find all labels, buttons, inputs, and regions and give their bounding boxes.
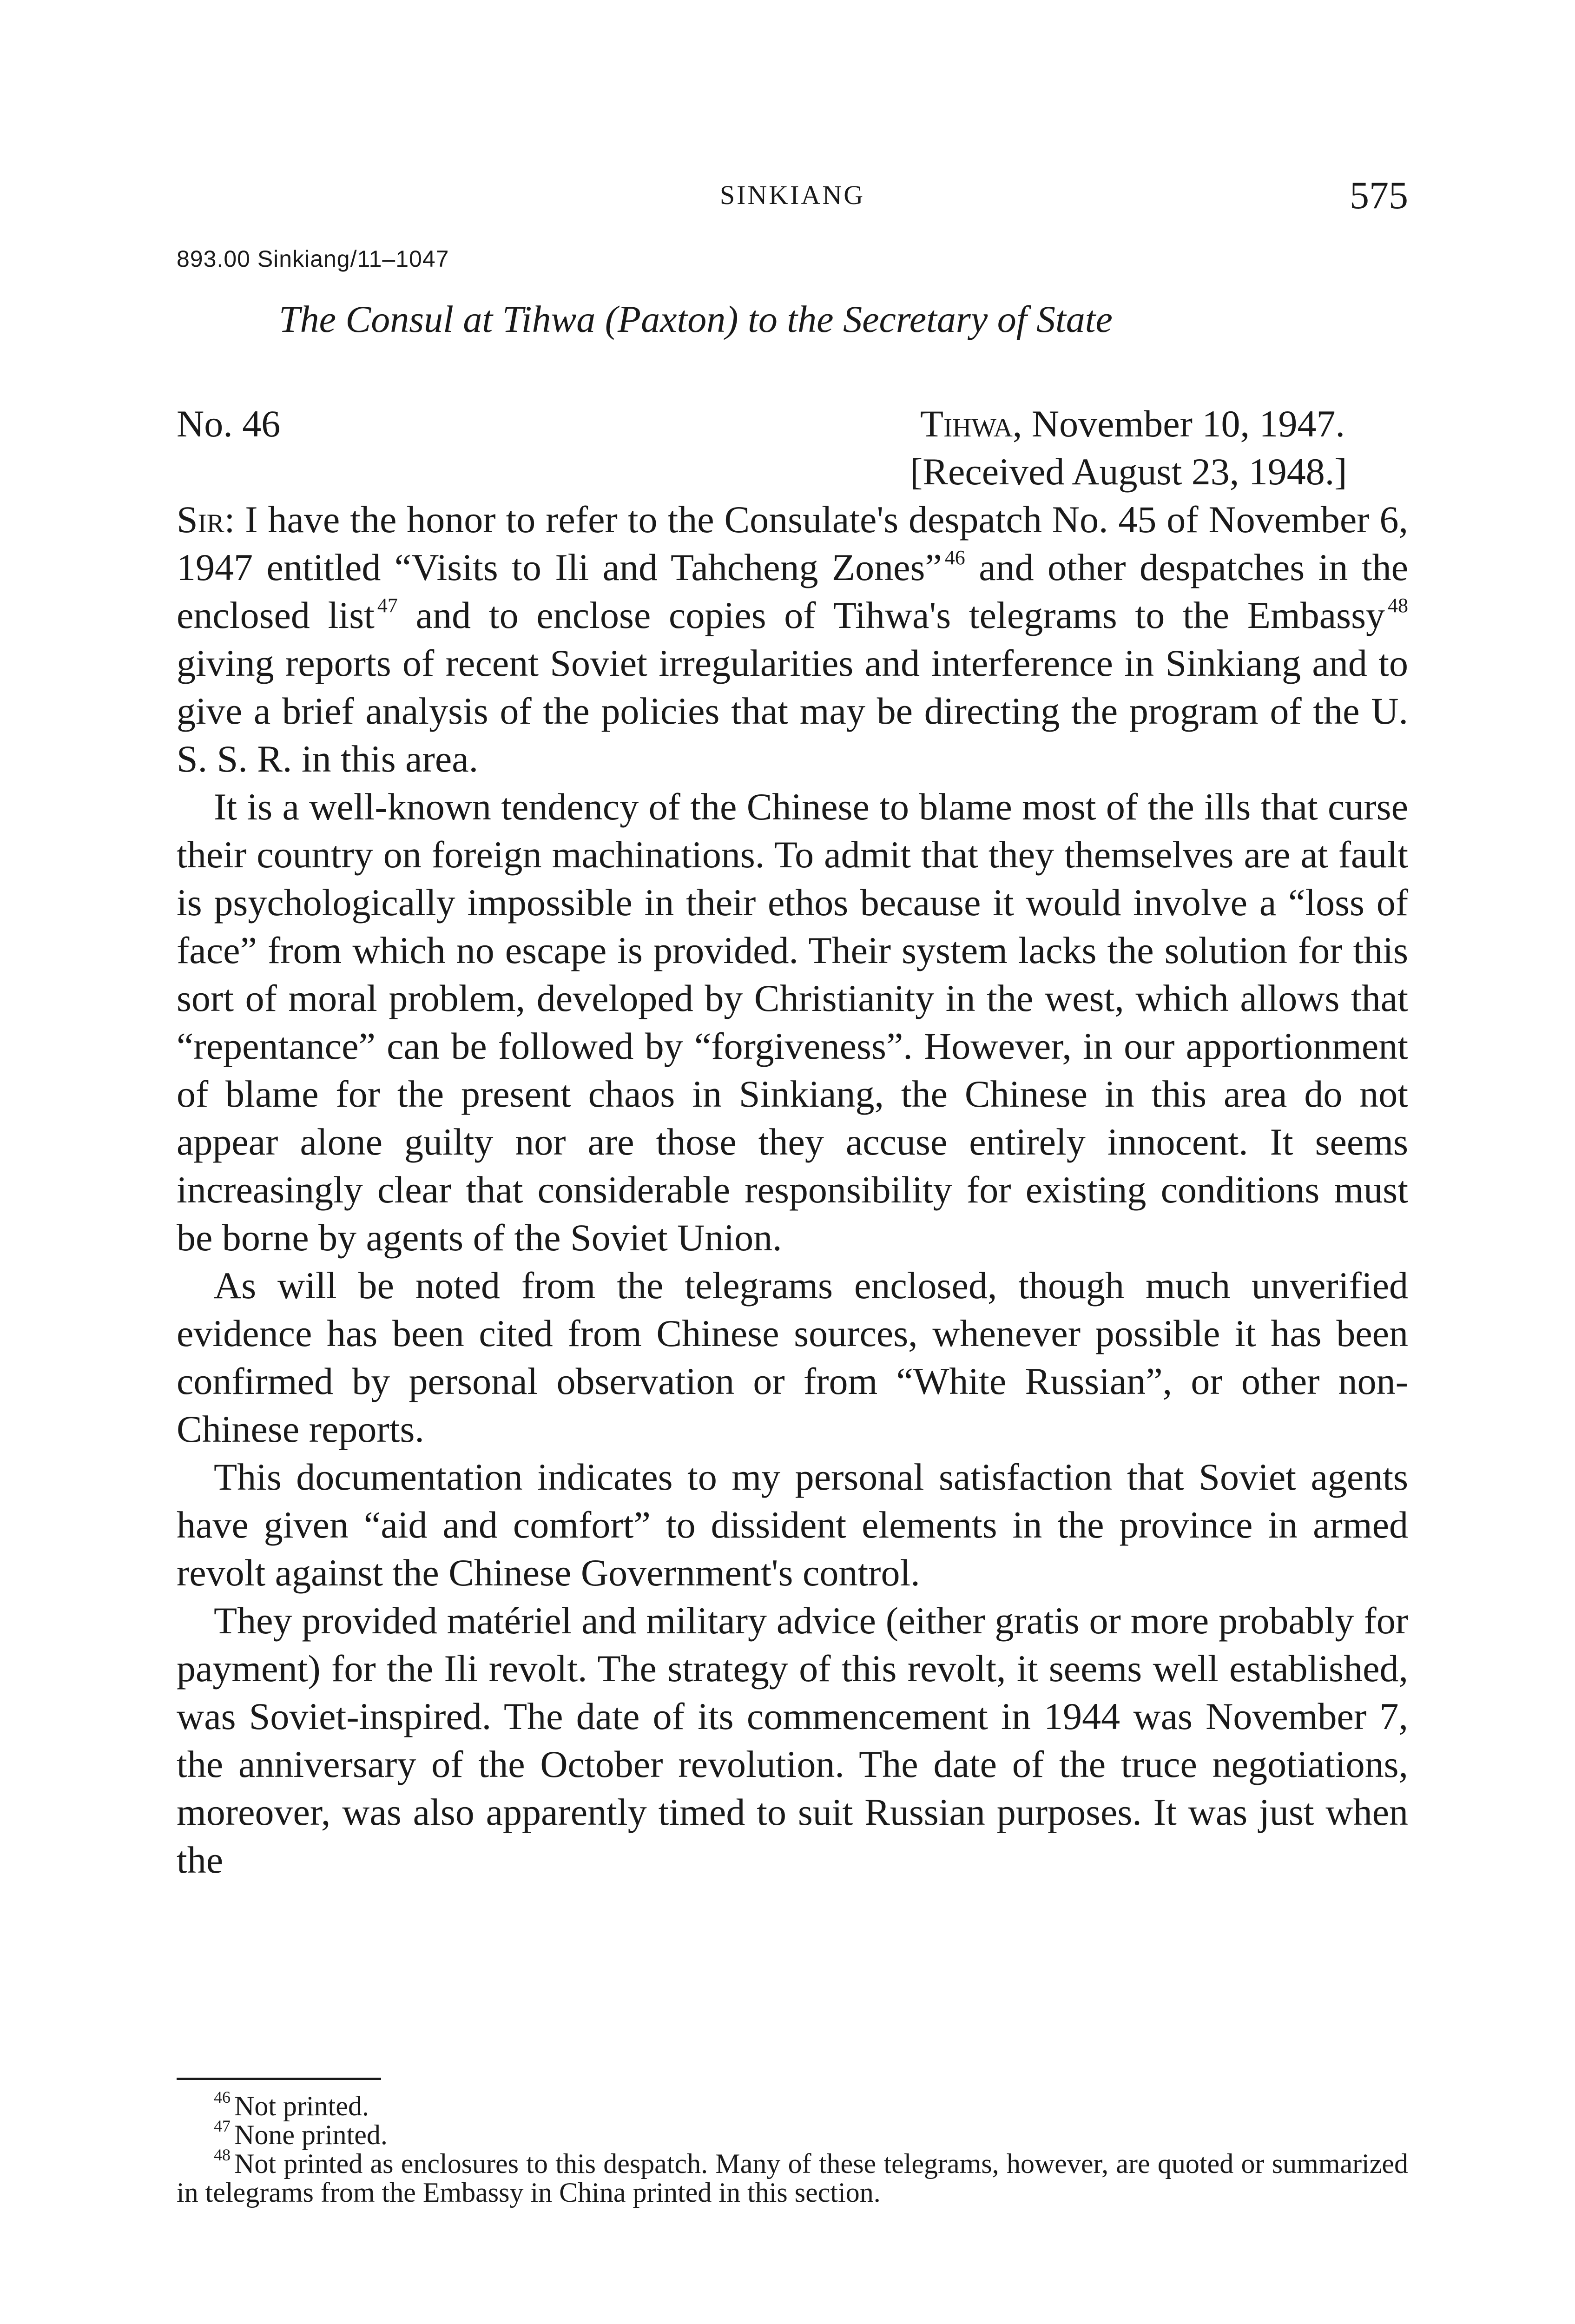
page-number: 575: [1350, 174, 1408, 217]
footnote-divider: [177, 2078, 381, 2080]
salutation: Sir: [177, 498, 224, 541]
footnote-ref-47: 47: [377, 594, 398, 617]
footnote-text: Not printed as enclosures to this despatch. Many of these telegrams, however, are quoted or summarized in telegrams from the Embassy in China printed in this section.: [177, 2148, 1408, 2208]
footnote-mark: 46: [214, 2088, 231, 2106]
footnote-ref-48: 48: [1388, 594, 1408, 617]
paragraph-2: It is a well-known tendency of the Chinese to blame most of the ills that curse their country on foreign machinations. To admit that they themselves are at fault is psychologically impossible in their ethos because it would involve a “loss of face” from which no escape is provided. Their system lacks the solution for this sort of moral problem, developed by Christianity in the west, which allows that “repentance” can be followed by “forgiveness”. However, in our apportionment of blame for the present chaos in Sinkiang, the Chinese in this area do not appear alone guilty nor are those they accuse entirely innocent. It seems increasingly clear that considerable responsibility for existing conditions must be borne by agents of the Soviet Union.: [177, 786, 1408, 1259]
footnote-mark: 48: [214, 2146, 231, 2164]
received-date: [Received August 23, 1948.]: [910, 450, 1347, 493]
footnote-47: [177, 2117, 1408, 2150]
despatch-meta: [177, 400, 1408, 448]
dateline-date: , November 10, 1947.: [1012, 403, 1345, 445]
footnote-mark: 47: [214, 2117, 231, 2135]
paragraph-3: As will be noted from the telegrams enclosed, though much unverified evidence has been cited from Chinese sources, whenever possible it has been confirmed by personal observation or from “White Russian”, or other non-Chinese reports.: [177, 1264, 1408, 1450]
footnote-text: None printed.: [234, 2119, 388, 2150]
paragraph-1-part-a: : I have the honor to refer to the Consulate's despatch No. 45 of November 6, 1947 entitled “Visits to Ili and Tahcheng Zones”: [177, 498, 1408, 588]
footnote-text: Not printed.: [234, 2091, 369, 2121]
footnote-ref-46: 46: [944, 546, 965, 569]
paragraph-1-part-c: and to enclose copies of Tihwa's telegrams to the Embassy: [397, 594, 1385, 636]
dateline-place: Tihwa: [920, 403, 1013, 445]
file-number: 893.00 Sinkiang/11–1047: [177, 246, 449, 272]
document-title: The Consul at Tihwa (Paxton) to the Secretary of State: [279, 298, 1113, 340]
despatch-number: No. 46: [177, 403, 281, 445]
paragraph-1: [177, 495, 1408, 783]
document-body: [177, 400, 1408, 1884]
running-title: SINKIANG: [719, 180, 865, 210]
paragraph-4: This documentation indicates to my personal satisfaction that Soviet agents have given “aid and comfort” to dissident elements in the province in armed revolt against the Chinese Government's control.: [177, 1456, 1408, 1594]
footnote-48: [177, 2146, 1408, 2208]
footnotes: [177, 2088, 1408, 2208]
paragraph-1-part-d: giving reports of recent Soviet irregularities and interference in Sinkiang and to give a brief analysis of the policies that may be directing the program of the U. S. S. R. in this area.: [177, 642, 1408, 780]
received-row: [177, 448, 1408, 495]
paragraph-5: They provided matériel and military advice (either gratis or more probably for payment) for the Ili revolt. The strategy of this revolt, it seems well established, was Soviet-inspired. The date of its commencement in 1944 was November 7, the anniversary of the October revolution. The date of the truce negotiations, moreover, was also apparently timed to suit Russian purposes. It was just when the: [177, 1599, 1408, 1881]
dateline: [920, 400, 1345, 448]
paragraph-1-part-b: and other despatches in the enclosed list: [177, 546, 1409, 636]
footnote-46: [177, 2088, 1408, 2121]
running-head: [177, 174, 1408, 232]
